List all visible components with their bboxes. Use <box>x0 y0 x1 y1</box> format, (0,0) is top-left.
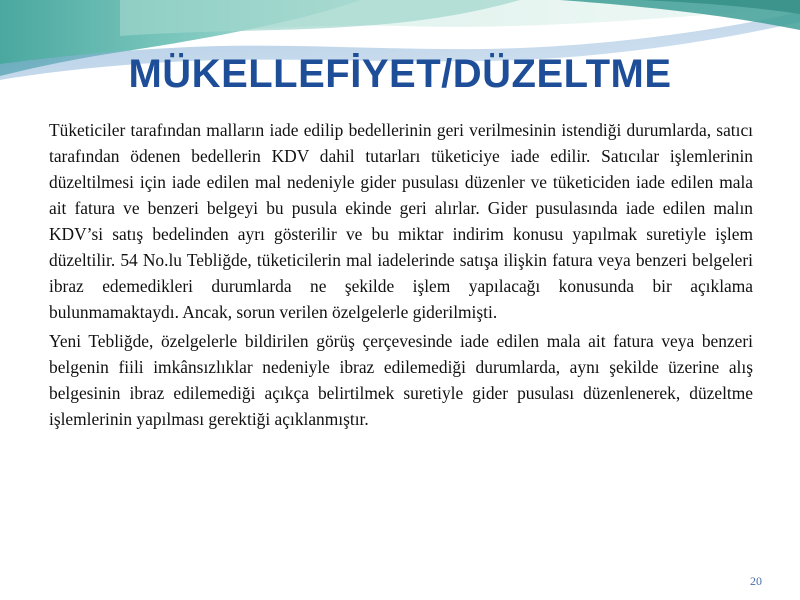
slide-title: MÜKELLEFİYET/DÜZELTME <box>128 52 672 96</box>
body-paragraph-2: Yeni Tebliğde, özelgelerle bildirilen görüş çerçevesinde iade edilen mala ait fatura veya benzeri belgenin fiili imkânsızlıklar nedeniyle ibraz edilemediği durumlarda, aynı şekilde üzerine alış belgesinin ibraz edilemediği açıkça belirtilmek suretiyle gider pusulası düzenlenerek, düzeltme işlemlerinin yapılması gerektiği açıklanmıştır. <box>49 331 753 429</box>
page-number: 20 <box>750 574 762 588</box>
body-paragraph-1: Tüketiciler tarafından malların iade edilip bedellerinin geri verilmesinin istendiği durumlarda, satıcı tarafından ödenen bedellerin KDV dahil tutarları tüketiciye iade edilir. Satıcılar işlemlerinin düzeltilmesi için iade edilen mal nedeniyle gider pusulası düzenler ve tüketiciden iade edilen mala ait fatura ve benzeri belgeyi bu pusula ekinde geri alırlar. Gider pusulasında iade edilen malın KDV’si satış bedelinden ayrı gösterilir ve bu miktar indirim konusu yapılmak suretiyle işlem düzeltilir. 54 No.lu Tebliğde, tüketicilerin mal iadelerinde satışa ilişkin fatura veya benzeri belgeleri ibraz edemedikleri durumlarda ne şekilde işlem yapılacağı konusunda bir açıklama bulunmamaktaydı. Ancak, sorun verilen özelgelerle giderilmişti. <box>49 120 753 322</box>
slide-body <box>49 117 753 435</box>
